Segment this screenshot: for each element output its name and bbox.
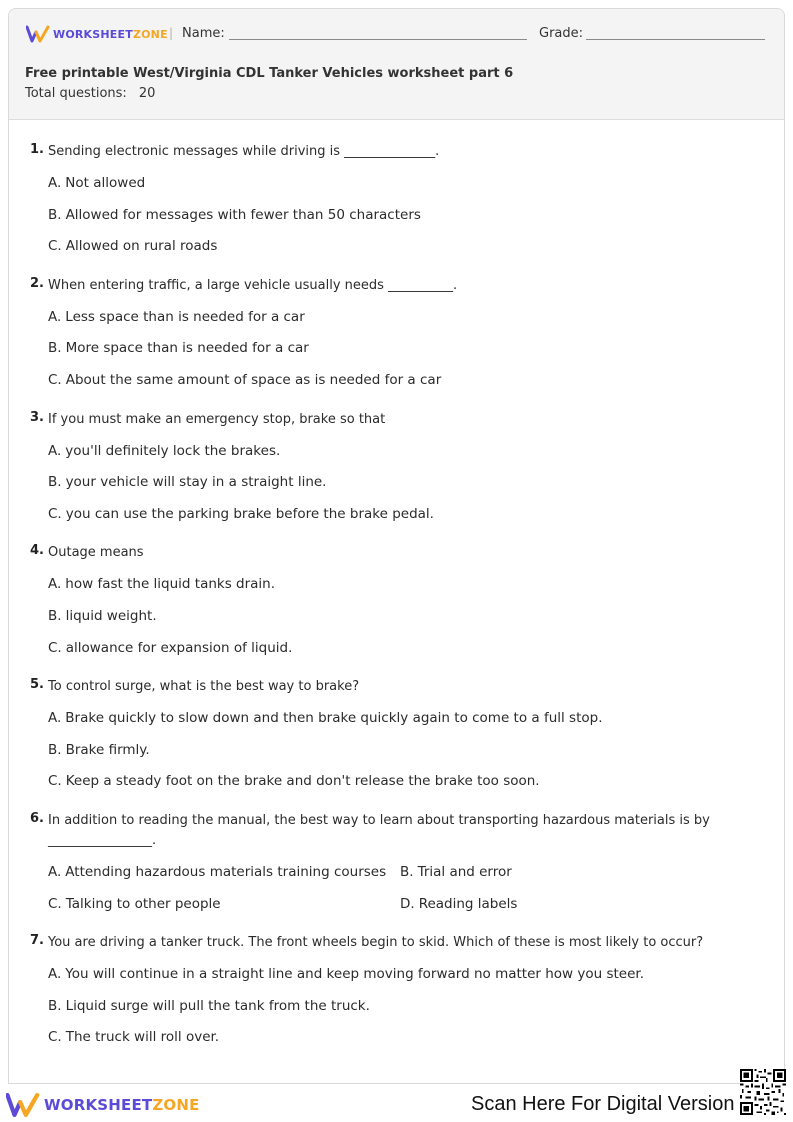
- worksheet-page: [8, 8, 785, 1084]
- question-item: [9, 933, 784, 1059]
- question-number: 4.: [30, 543, 44, 559]
- answer-options: [48, 862, 764, 925]
- worksheet-title: Free printable West/Virginia CDL Tanker Vehicles worksheet part 6: [25, 66, 514, 81]
- answer-option[interactable]: A. how fast the liquid tanks drain.: [48, 576, 276, 593]
- answer-option[interactable]: B. your vehicle will stay in a straight line.: [48, 474, 327, 491]
- name-field[interactable]: [229, 39, 527, 40]
- worksheetzone-logo-icon: [26, 25, 50, 43]
- answer-options: [48, 964, 764, 1059]
- answer-option[interactable]: C. Allowed on rural roads: [48, 238, 218, 255]
- answer-option[interactable]: C. Talking to other people: [48, 895, 221, 912]
- grade-label: Grade:: [539, 26, 584, 41]
- question-text: When entering traffic, a large vehicle usually needs __________.: [48, 277, 458, 293]
- answer-option[interactable]: C. The truck will roll over.: [48, 1029, 220, 1046]
- answer-options: [48, 574, 764, 669]
- question-list: [9, 142, 784, 1059]
- answer-option[interactable]: B. Brake firmly.: [48, 741, 150, 758]
- answer-option[interactable]: A. Not allowed: [48, 175, 146, 191]
- logo-wordmark: WORKSHEETZONE: [44, 1096, 200, 1114]
- answer-option[interactable]: B. More space than is needed for a car: [48, 340, 309, 357]
- total-questions-value: 20: [138, 86, 156, 101]
- answer-option[interactable]: B. Liquid surge will pull the tank from the truck.: [48, 997, 370, 1014]
- question-item: [9, 543, 784, 669]
- question-text: In addition to reading the manual, the best way to learn about transporting hazardous materials is by ________________.: [48, 812, 710, 848]
- question-item: [9, 677, 784, 803]
- question-text: To control surge, what is the best way to brake?: [48, 679, 360, 695]
- question-item: [9, 811, 784, 925]
- worksheetzone-logo[interactable]: [26, 25, 168, 43]
- answer-options: [48, 307, 764, 402]
- question-number: 6.: [30, 810, 44, 826]
- answer-option[interactable]: B. Trial and error: [400, 863, 512, 880]
- question-number: 1.: [30, 142, 44, 157]
- answer-option[interactable]: C. Keep a steady foot on the brake and don't release the brake too soon.: [48, 773, 540, 790]
- worksheetzone-logo-icon: [6, 1092, 40, 1118]
- question-item: [9, 410, 784, 536]
- scan-instruction: Scan Here For Digital Version: [471, 1093, 735, 1115]
- total-questions: [25, 86, 155, 101]
- total-questions-label: Total questions:: [25, 86, 127, 101]
- question-number: 2.: [30, 275, 44, 291]
- answer-option[interactable]: C. About the same amount of space as is needed for a car: [48, 371, 442, 388]
- answer-option[interactable]: A. you'll definitely lock the brakes.: [48, 442, 281, 459]
- footer-logo[interactable]: [6, 1092, 200, 1118]
- worksheet-header: [9, 9, 784, 120]
- answer-option[interactable]: A. Brake quickly to slow down and then brake quickly again to come to a full stop.: [48, 710, 603, 727]
- answer-option[interactable]: B. liquid weight.: [48, 607, 157, 624]
- question-text: If you must make an emergency stop, brake so that: [48, 411, 386, 427]
- answer-option[interactable]: B. Allowed for messages with fewer than 50 characters: [48, 206, 421, 223]
- question-number: 5.: [30, 677, 44, 693]
- divider: |: [169, 26, 174, 40]
- question-number: 7.: [30, 933, 44, 949]
- logo-wordmark: WORKSHEETZONE: [53, 27, 168, 41]
- answer-option[interactable]: D. Reading labels: [400, 895, 518, 912]
- grade-field[interactable]: [586, 39, 765, 40]
- answer-option[interactable]: A. Less space than is needed for a car: [48, 308, 305, 325]
- question-text: You are driving a tanker truck. The front wheels begin to skid. Which of these is most likely to occur?: [48, 935, 704, 951]
- qr-code-icon[interactable]: [740, 1069, 786, 1115]
- answer-option[interactable]: A. Attending hazardous materials training courses: [48, 863, 387, 880]
- question-number: 3.: [30, 409, 44, 425]
- answer-options: [48, 173, 764, 268]
- answer-options: [48, 441, 764, 536]
- answer-option[interactable]: C. allowance for expansion of liquid.: [48, 639, 293, 656]
- answer-option[interactable]: C. you can use the parking brake before the brake pedal.: [48, 505, 434, 522]
- question-text: Sending electronic messages while driving is ______________.: [48, 144, 440, 159]
- answer-option[interactable]: A. You will continue in a straight line and keep moving forward no matter how you steer.: [48, 966, 645, 983]
- question-item: [9, 142, 784, 268]
- question-item: [9, 276, 784, 402]
- name-label: Name:: [182, 26, 225, 41]
- question-text: Outage means: [48, 545, 144, 561]
- answer-options: [48, 708, 764, 803]
